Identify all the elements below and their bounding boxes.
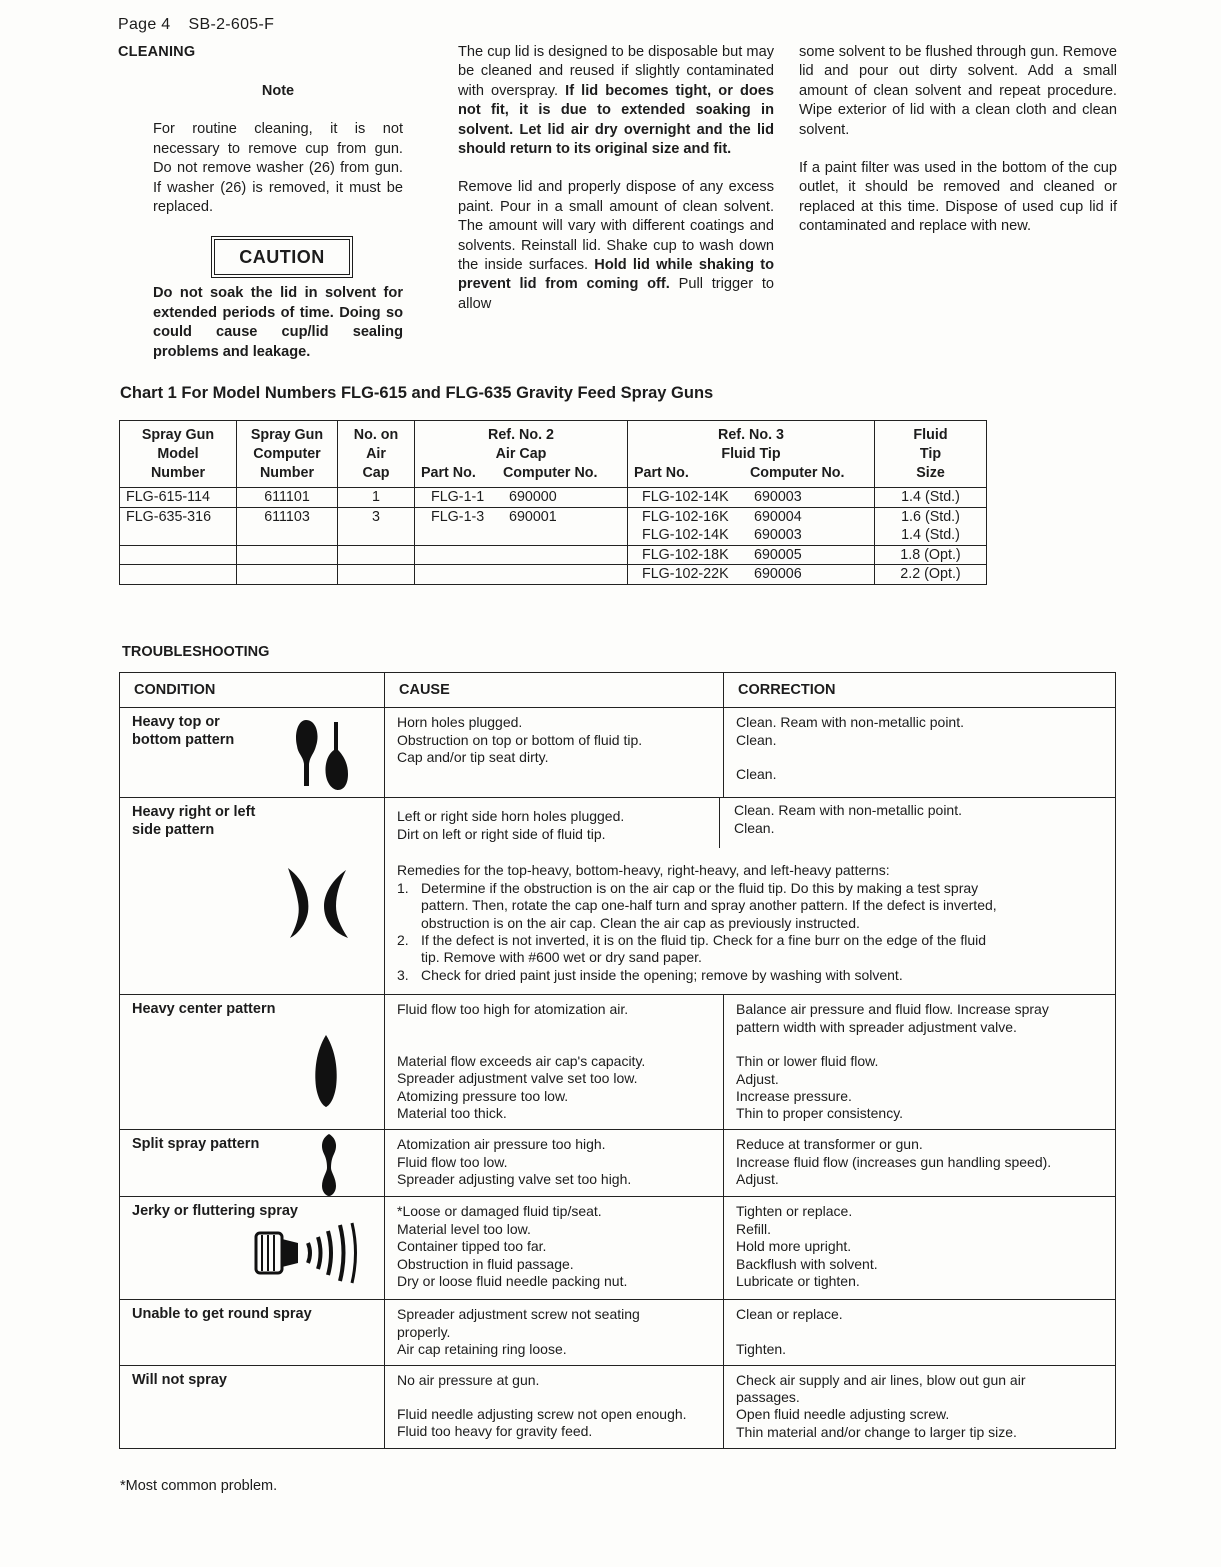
correction-lines: Clean or replace. Tighten. <box>736 1306 843 1357</box>
header-computer: Spray Gun Computer Number <box>237 421 338 488</box>
correction-lines: Clean. Ream with non-metallic point. Clean. <box>734 802 962 836</box>
rinse-text-a: Remove lid and properly dispose of any excess paint. Pour in a small amount of clean solvent. The amount will vary with different coatings and solvents. Reinstall lid. Shake cup to wash down the inside surfaces. <box>458 179 774 274</box>
troubleshooting-title: TROUBLESHOOTING <box>122 644 270 660</box>
cleaning-column-3 <box>799 43 1117 256</box>
header-ref-3: Ref. No. 3 Fluid Tip Part No. Computer No. <box>628 421 875 488</box>
cause-cell <box>385 1300 724 1365</box>
table-row <box>120 708 1116 798</box>
heavy-side-pattern-icon <box>278 862 358 942</box>
table-row <box>120 1130 1116 1197</box>
correction-cell <box>724 1130 1116 1197</box>
caution-label: CAUTION <box>211 236 353 278</box>
caution-text: Do not soak the lid in solvent for extended periods of time. Doing so could cause cup/lid sealing problems and leakage. <box>153 285 403 360</box>
note-text: For routine cleaning, it is not necessary to remove cup from gun. Do not remove washer (26) from gun. If washer (26) is removed, it must be replaced. <box>153 121 403 216</box>
fluttering-spray-icon <box>252 1219 362 1289</box>
header-condition: CONDITION <box>120 673 385 708</box>
table-row <box>120 1365 1116 1448</box>
troubleshooting-table <box>119 672 1116 1449</box>
troubleshooting-header-row <box>120 673 1116 708</box>
split-pattern-icon <box>314 1132 344 1198</box>
heavy-top-bottom-pattern-icon <box>290 716 360 792</box>
header-cause: CAUSE <box>385 673 724 708</box>
correction-cell <box>724 1197 1116 1300</box>
heavy-center-pattern-icon <box>306 1031 346 1111</box>
table-row <box>120 798 1116 995</box>
rinse-text-c: Pull trigger to allow <box>458 276 775 312</box>
lid-text-b: If lid becomes tight, or does not fit, it is due to extended soaking in solvent. Let lid air dry overnight and the lid should return to its original size and fit. <box>458 82 775 158</box>
correction-cell <box>724 708 1116 798</box>
cause-cell <box>385 995 724 1130</box>
cleaning-column-2 <box>458 43 774 333</box>
cause-lines: Horn holes plugged. Obstruction on top or bottom of fluid tip. Cap and/or tip seat dirty. <box>397 714 643 766</box>
condition-cell: Heavy right or left side pattern <box>120 798 385 995</box>
chart-title: Chart 1 For Model Numbers FLG-615 and FLG-635 Gravity Feed Spray Guns <box>120 384 714 402</box>
filter-text: If a paint filter was used in the bottom of the cup outlet, it should be removed and cleaned or replaced at this time. Dispose of used cup lid if contaminated and replace with new. <box>799 160 1117 235</box>
footnote: *Most common problem. <box>120 1478 278 1494</box>
remedies-text: Remedies for the top-heavy, bottom-heavy, right-heavy, and left-heavy patterns: 1. Determine if the obstruction is on the air cap or the fluid tip. Do this by making a test spray pattern. Then, rotate the cap one-half turn and spray another pattern. If the defect is inverted, obstruction is on the air cap. Clean the air cap as previously instructed. 2. If the defect is not inverted, it is on the fluid tip. Check for a fine burr on the edge of the fluid tip. Remove with #600 wet or dry sand paper. 3. Check for dried paint just inside the opening; remove by washing with solvent. <box>397 862 997 983</box>
condition-cell: Will not spray <box>120 1365 385 1448</box>
rinse-text-b: Hold lid while shaking to prevent lid from coming off. <box>458 257 774 293</box>
condition-cell: Heavy center pattern <box>120 995 385 1130</box>
model-chart-table <box>119 420 987 585</box>
correction-cell <box>724 995 1116 1130</box>
cause-lines: Atomization air pressure too high. Fluid flow too low. Spreader adjusting valve set too high. <box>397 1136 632 1188</box>
correction-lines: Reduce at transformer or gun. Increase fluid flow (increases gun handling speed). Adjust. <box>736 1136 1052 1188</box>
note-heading: Note <box>261 83 295 99</box>
table-row: FLG-615-114 611101 1 FLG-1-1 690000 FLG-102-14K 690003 1.4 (Std.) <box>120 488 987 508</box>
cause-lines: Left or right side horn holes plugged. Dirt on left or right side of fluid tip. <box>385 798 720 848</box>
lid-text-a: The cup lid is designed to be disposable but may be cleaned and reused if slightly contaminated with overspray. <box>458 44 774 99</box>
correction-lines: Tighten or replace. Refill. Hold more upright. Backflush with solvent. Lubricate or tighten. <box>736 1203 878 1290</box>
header-air-cap-number: No. on Air Cap <box>338 421 415 488</box>
header-correction: CORRECTION <box>724 673 1116 708</box>
flush-text: some solvent to be flushed through gun. Remove lid and pour out dirty solvent. Add a small amount of clean solvent and repeat procedure. Wipe exterior of lid with a clean cloth and clean solvent. <box>799 44 1118 138</box>
correction-lines: Check air supply and air lines, blow out gun air passages. Open fluid needle adjusting screw. Thin material and/or change to larger tip size. <box>736 1371 1026 1440</box>
header-ref-2: Ref. No. 2 Air Cap Part No. Computer No. <box>415 421 628 488</box>
table-row <box>120 1197 1116 1300</box>
cause-lines: No air pressure at gun. Fluid needle adjusting screw not open enough. Fluid too heavy for gravity feed. <box>397 1371 687 1440</box>
condition-cell: Split spray pattern <box>120 1130 385 1197</box>
cause-lines: Spreader adjustment screw not seating properly. Air cap retaining ring loose. <box>397 1306 640 1358</box>
correction-lines: Balance air pressure and fluid flow. Increase spray pattern width with spreader adjustment valve. Thin or lower fluid flow. Adjust. Increase pressure. Thin to proper consistency. <box>736 1001 1049 1122</box>
condition-cell: Jerky or fluttering spray <box>120 1197 385 1300</box>
table-row: FLG-102-14K 690003 1.4 (Std.) <box>120 526 987 545</box>
cleaning-title: CLEANING <box>118 44 196 60</box>
table-row <box>120 1300 1116 1365</box>
table-row: FLG-102-22K 690006 2.2 (Opt.) <box>120 565 987 585</box>
cause-lines: Fluid flow too high for atomization air. Material flow exceeds air cap's capacity. Spreader adjustment valve set too low. Atomizing pressure too low. Material too thick. <box>397 1001 646 1122</box>
correction-cell <box>724 1300 1116 1365</box>
cause-cell <box>385 1197 724 1300</box>
cause-lines: *Loose or damaged fluid tip/seat. Material level too low. Container tipped too far. Obstruction in fluid passage. Dry or loose fluid needle packing nut. <box>397 1203 628 1290</box>
cause-cell <box>385 708 724 798</box>
header-model: Spray Gun Model Number <box>120 421 237 488</box>
cause-correction-cell <box>385 798 1116 995</box>
header-tip-size: Fluid Tip Size <box>875 421 987 488</box>
table-row: FLG-635-316 611103 3 FLG-1-3 690001 FLG-102-16K 690004 1.6 (Std.) <box>120 507 987 526</box>
cause-cell <box>385 1130 724 1197</box>
cleaning-column-1 <box>153 82 403 381</box>
condition-cell: Heavy top or bottom pattern <box>120 708 385 798</box>
condition-cell: Unable to get round spray <box>120 1300 385 1365</box>
page-number: Page 4 <box>118 16 171 33</box>
correction-lines: Clean. Ream with non-metallic point. Clean. Clean. <box>736 714 964 783</box>
page-header <box>118 16 274 34</box>
document-id: SB-2-605-F <box>188 16 275 33</box>
table-row <box>120 995 1116 1130</box>
cause-cell <box>385 1365 724 1448</box>
correction-cell <box>724 1365 1116 1448</box>
table-row: FLG-102-18K 690005 1.8 (Opt.) <box>120 545 987 565</box>
